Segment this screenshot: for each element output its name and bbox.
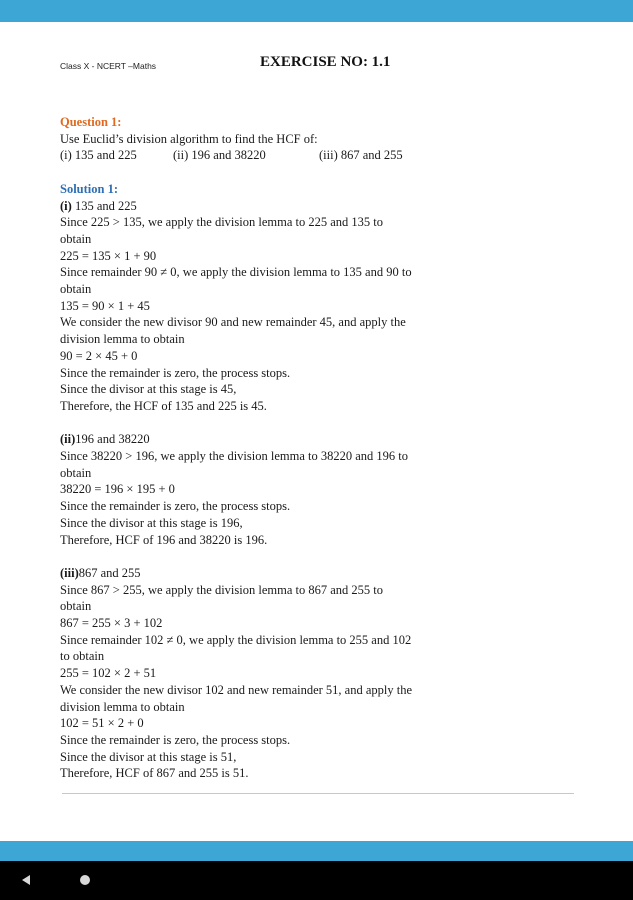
part-title-text: 867 and 255	[78, 565, 141, 580]
question-heading: Question 1:	[60, 115, 122, 129]
solution-line: We consider the new divisor 102 and new remainder 51, and apply the	[60, 682, 413, 697]
solution-line: Therefore, HCF of 867 and 255 is 51.	[60, 766, 249, 781]
question-item: (iii) 867 and 255	[319, 148, 403, 163]
part-title	[60, 198, 490, 215]
solution-line: Since remainder 102 ≠ 0, we apply the division lemma to 255 and 102	[60, 632, 412, 647]
bottom-accent-bar	[0, 841, 633, 861]
back-triangle-icon[interactable]	[22, 875, 30, 885]
part-title	[60, 565, 490, 582]
solution-line: 867 = 255 × 3 + 102	[60, 616, 163, 631]
solution-line: obtain	[60, 282, 92, 297]
solution-line: Since the divisor at this stage is 45,	[60, 382, 237, 397]
solution-line: to obtain	[60, 649, 105, 664]
solution-line: Since 38220 > 196, we apply the division lemma to 38220 and 196 to	[60, 449, 408, 464]
solution-line: We consider the new divisor 90 and new remainder 45, and apply the	[60, 315, 406, 330]
part-marker: (i)	[60, 198, 72, 213]
part-marker: (iii)	[60, 565, 79, 580]
solution-line: 102 = 51 × 2 + 0	[60, 716, 144, 731]
document-header	[60, 52, 580, 76]
solution-line: Since the remainder is zero, the process stops.	[60, 732, 291, 747]
solution-line: division lemma to obtain	[60, 332, 185, 347]
solution-line: obtain	[60, 231, 92, 246]
part-title-text: 135 and 225	[71, 198, 137, 213]
solution-line: 90 = 2 × 45 + 0	[60, 348, 138, 363]
part-title-text: 196 and 38220	[75, 432, 150, 447]
solution-line: Since the divisor at this stage is 196,	[60, 515, 243, 530]
top-accent-bar	[0, 0, 633, 22]
solution-line: Therefore, HCF of 196 and 38220 is 196.	[60, 532, 268, 547]
solution-line: 38220 = 196 × 195 + 0	[60, 482, 175, 497]
part-title	[60, 431, 490, 448]
system-nav-bar	[0, 861, 633, 900]
solution-line: 225 = 135 × 1 + 90	[60, 248, 157, 263]
solution-line: Since 867 > 255, we apply the division lemma to 867 and 255 to	[60, 582, 383, 597]
class-label: Class X - NCERT –Maths	[60, 61, 157, 71]
question-text: Use Euclid’s division algorithm to find the HCF of:	[60, 131, 318, 146]
solution-line: obtain	[60, 599, 92, 614]
solution-line: Since remainder 90 ≠ 0, we apply the division lemma to 135 and 90 to	[60, 265, 412, 280]
question-item: (ii) 196 and 38220	[173, 148, 266, 163]
exercise-title: EXERCISE NO: 1.1	[260, 54, 391, 70]
solution-line: 255 = 102 × 2 + 51	[60, 666, 157, 681]
solution-line: Since the divisor at this stage is 51,	[60, 749, 237, 764]
solution-line: obtain	[60, 465, 92, 480]
solution-line: Since the remainder is zero, the process stops.	[60, 499, 291, 514]
solution-line: Since the remainder is zero, the process stops.	[60, 365, 291, 380]
solution-part-2	[60, 431, 490, 548]
solution-line: division lemma to obtain	[60, 699, 185, 714]
solution-part-3	[60, 565, 490, 782]
solution-line: Therefore, the HCF of 135 and 225 is 45.	[60, 398, 267, 413]
solution-line: 135 = 90 × 1 + 45	[60, 298, 150, 313]
solution-part-1	[60, 198, 490, 415]
question-item: (i) 135 and 225	[60, 148, 137, 163]
document-content	[60, 114, 490, 782]
part-marker: (ii)	[60, 432, 76, 447]
solution-line: Since 225 > 135, we apply the division lemma to 225 and 135 to	[60, 215, 383, 230]
page-divider	[62, 793, 574, 794]
question-items	[60, 147, 490, 164]
solution-heading: Solution 1:	[60, 181, 119, 196]
home-circle-icon[interactable]	[80, 875, 90, 885]
